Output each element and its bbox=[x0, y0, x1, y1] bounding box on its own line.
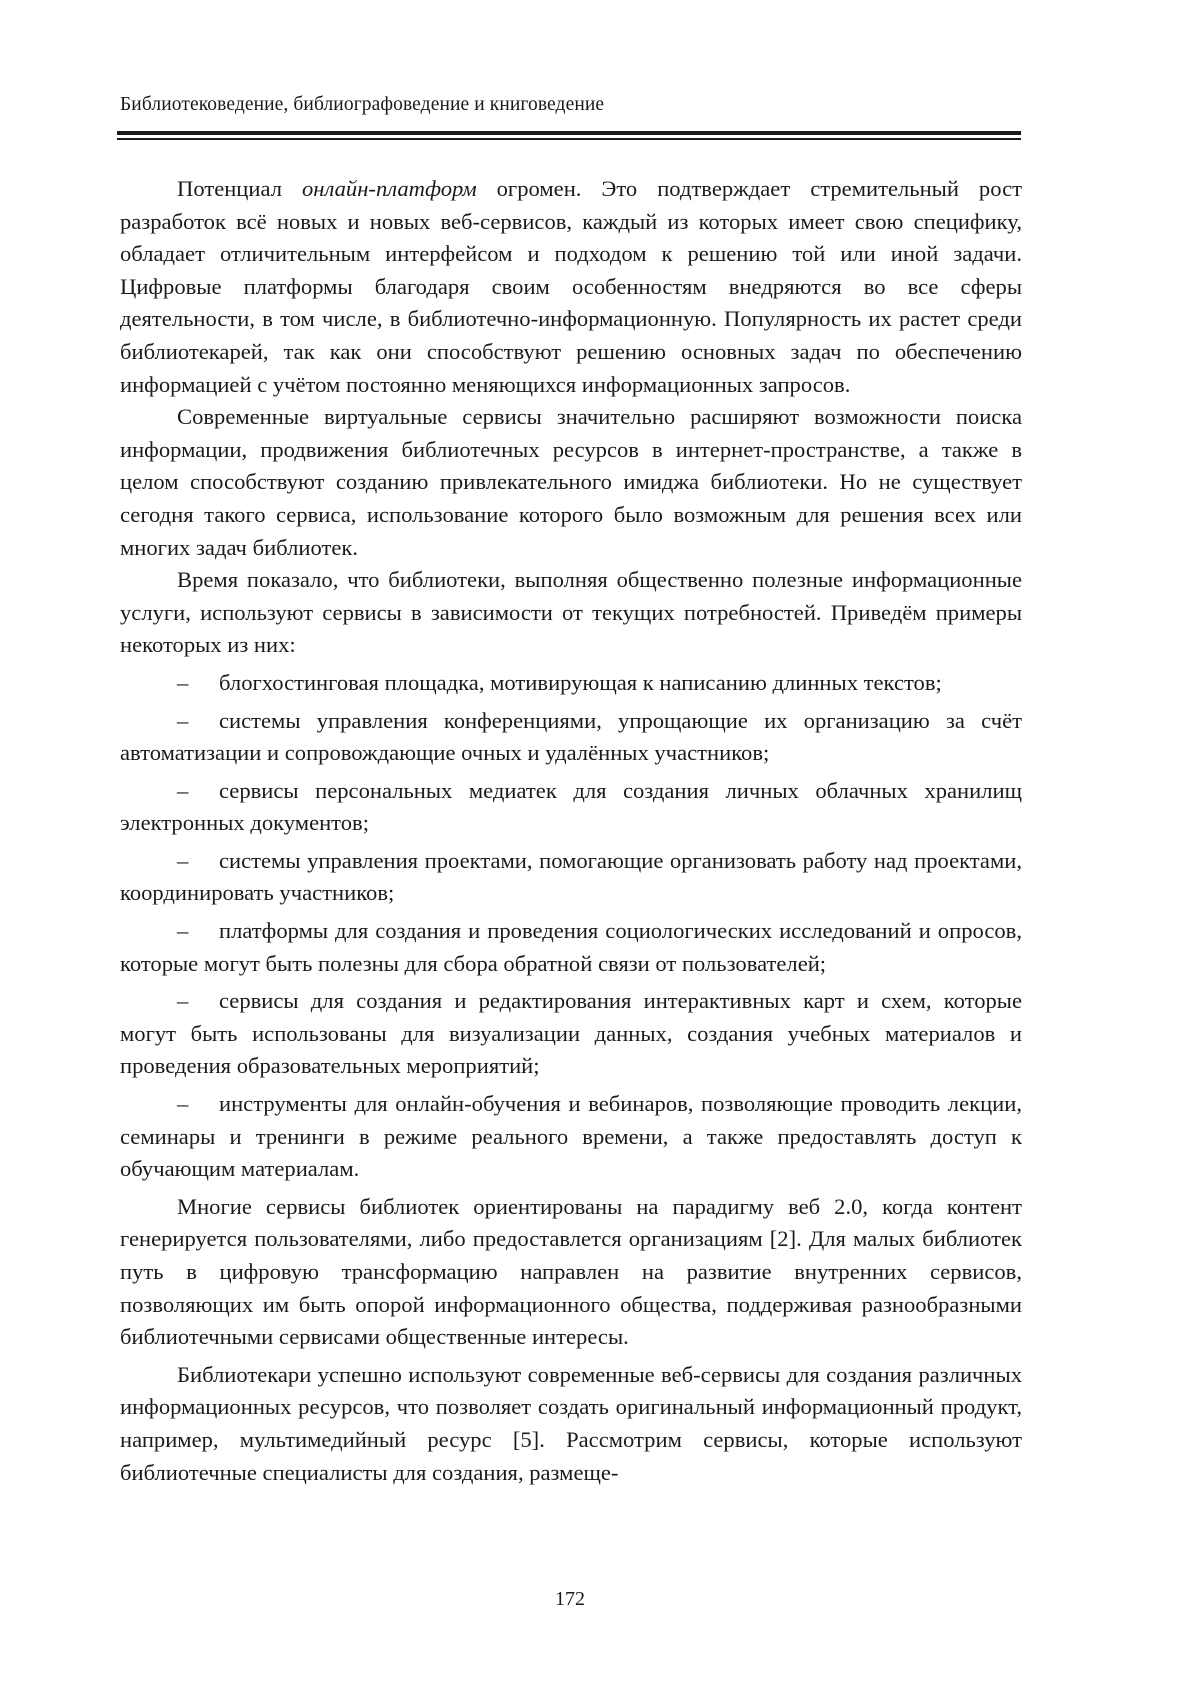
list-item bbox=[120, 667, 1022, 700]
paragraph-1-start: Потенциал bbox=[177, 176, 302, 201]
list-dash: – bbox=[177, 707, 189, 733]
emphasis-online-platforms: онлайн-платформ bbox=[302, 176, 477, 201]
list-item bbox=[120, 705, 1022, 770]
list-dash: – bbox=[177, 777, 189, 803]
paragraph-1-rest: огромен. Это подтверждает стремительный рост разработок всё новых и новых веб-сервисов, каждый из которых имеет свою специфику, обладает отличительным интерфейсом и подходом к решению той или иной задачи. Цифровые платформы благодаря своим особенностям внедряются во все сферы деятельности, в том числе, в библиотечно-информационную. Популярность их растет среди библиотекарей, так как они способствуют решению основных задач по обеспечению информацией с учётом постоянно меняющихся информационных запросов. bbox=[120, 176, 1022, 397]
list-item-text: платформы для создания и проведения социологических исследований и опросов, которые могут быть полезны для сбора обратной связи от пользователей; bbox=[120, 918, 1022, 976]
list-item bbox=[120, 845, 1022, 910]
paragraph-5: Библиотекари успешно используют современные веб-сервисы для создания различных информационных ресурсов, что позволяет создать оригинальный информационный продукт, например, мультимедийный ресурс [5]. Рассмотрим сервисы, которые используют библиотечные специалисты для создания, размеще- bbox=[120, 1361, 1022, 1485]
list-dash: – bbox=[177, 847, 189, 873]
paragraph-3: Время показало, что библиотеки, выполняя общественно полезные информационные услуги, используют сервисы в зависимости от текущих потребностей. Приведём примеры некоторых из них: bbox=[120, 567, 1022, 658]
paragraph-4: Многие сервисы библиотек ориентированы на парадигму веб 2.0, когда контент генерируется пользователями, либо предоставлется организациям [2]. Для малых библиотек путь в цифровую трансформацию направлен на развитие внутренних сервисов, позволяющих им быть опорой информационного общества, поддерживая разнообразными библиотечными сервисами общественные интересы. bbox=[120, 1193, 1022, 1350]
list-dash: – bbox=[177, 918, 189, 944]
paragraph-2: Современные виртуальные сервисы значительно расширяют возможности поиска информации, продвижения библиотечных ресурсов в интернет-пространстве, а также в целом способствуют созданию привлекательного имиджа библиотеки. Но не существует сегодня такого сервиса, использование которого было возможным для решения всех или многих задач библиотек. bbox=[120, 404, 1022, 560]
list-dash: – bbox=[177, 669, 189, 695]
list-dash: – bbox=[177, 988, 189, 1014]
running-head: Библиотековедение, библиографоведение и книговедение bbox=[120, 94, 605, 115]
list-item-text: системы управления конференциями, упрощающие их организацию за счёт автоматизации и сопровождающие очных и удалённых участников; bbox=[120, 707, 1022, 766]
list-item-text: сервисы для создания и редактирования интерактивных карт и схем, которые могут быть использованы для визуализации данных, создания учебных материалов и проведения образовательных мероприятий; bbox=[120, 988, 1022, 1079]
list-item bbox=[120, 1088, 1022, 1186]
page-number: 172 bbox=[555, 1588, 585, 1610]
list-item-text: инструменты для онлайн-обучения и вебинаров, позволяющие проводить лекции, семинары и тренинги в режиме реального времени, а также предоставлять доступ к обучающим материалам. bbox=[120, 1091, 1022, 1182]
header-rule-thin bbox=[117, 138, 1021, 140]
list-item-text: блогхостинговая площадка, мотивирующая к написанию длинных текстов; bbox=[219, 669, 942, 695]
body-text bbox=[120, 173, 1022, 1489]
list-item bbox=[120, 915, 1022, 980]
list-item-text: сервисы персональных медиатек для создания личных облачных хранилищ электронных документов; bbox=[120, 777, 1022, 836]
header-rule-thick bbox=[117, 131, 1021, 135]
list-dash: – bbox=[177, 1091, 189, 1117]
list-item-text: системы управления проектами, помогающие организовать работу над проектами, координировать участников; bbox=[120, 847, 1022, 906]
paragraph-1 bbox=[120, 173, 1022, 401]
list-item bbox=[120, 775, 1022, 840]
list-item bbox=[120, 985, 1022, 1083]
